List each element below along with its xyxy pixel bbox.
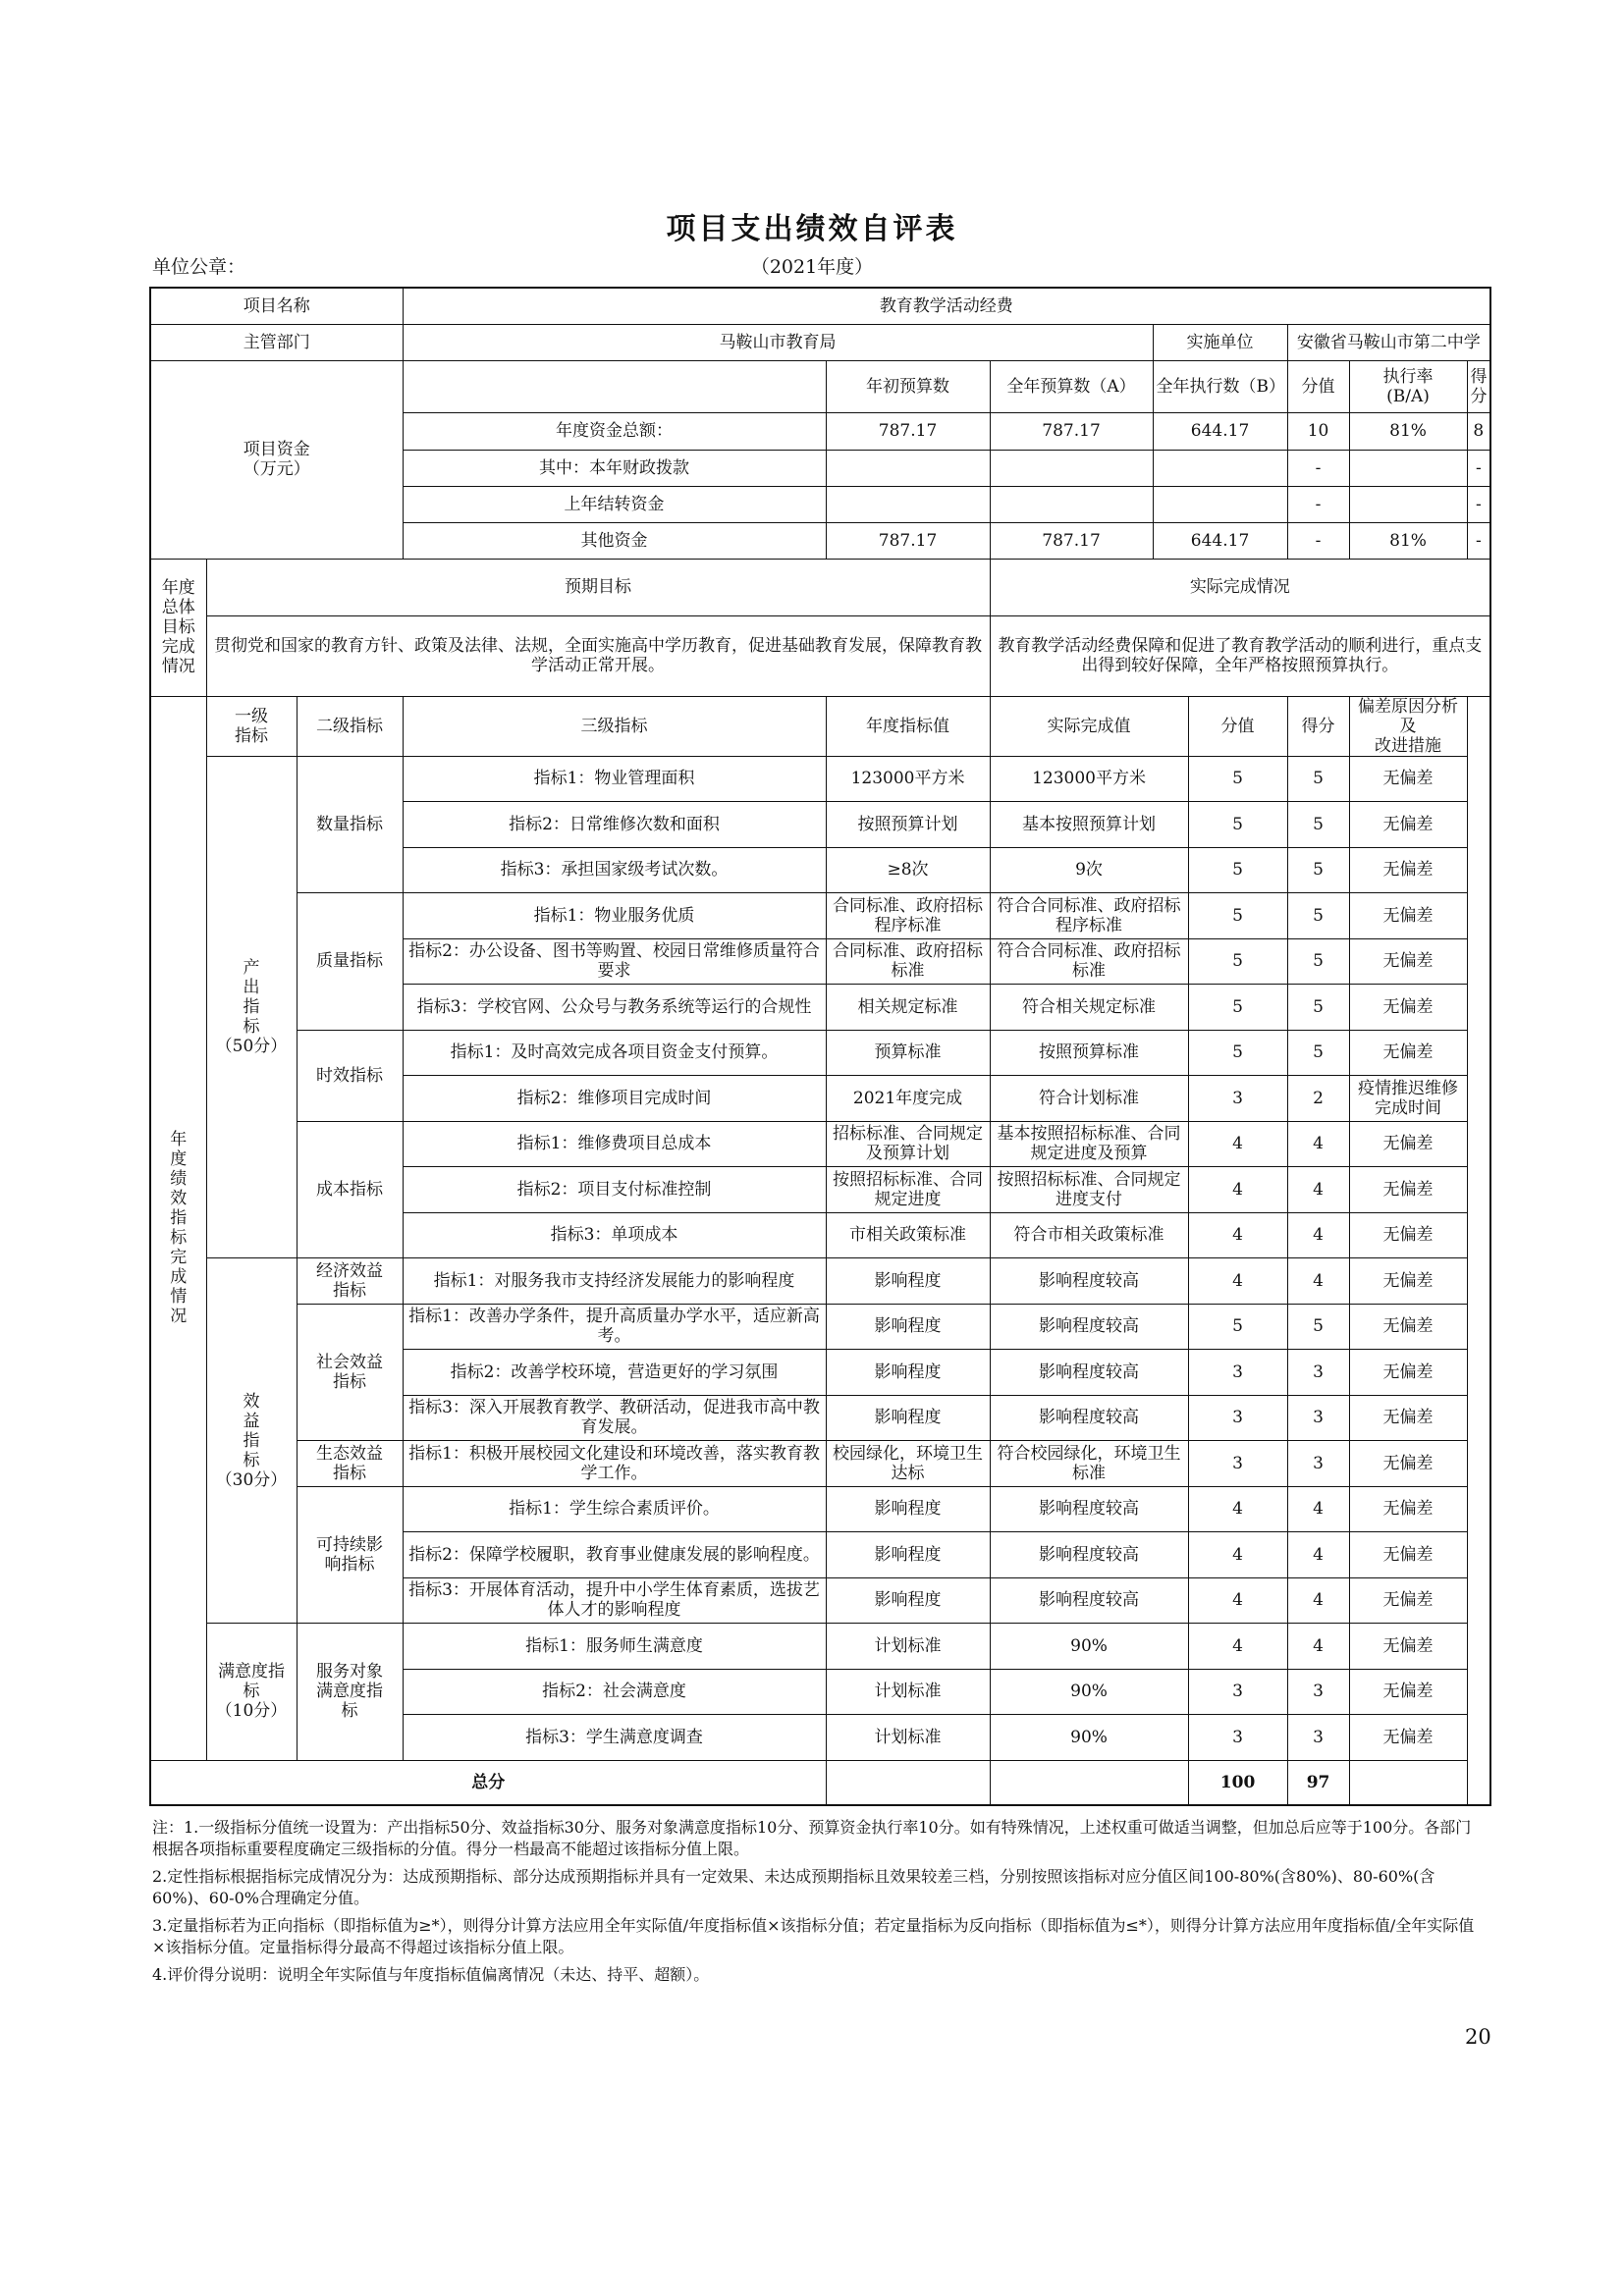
indicator-score-value: 3 bbox=[1188, 1715, 1287, 1761]
target-value: 合同标准、政府招标标准 bbox=[826, 938, 990, 985]
indicator-score: 4 bbox=[1287, 1258, 1349, 1305]
funds-row-name: 其他资金 bbox=[403, 522, 826, 559]
project-name-value: 教育教学活动经费 bbox=[403, 288, 1490, 324]
level3-indicator: 指标3：承担国家级考试次数。 bbox=[403, 847, 826, 893]
actual-value: 符合计划标准 bbox=[990, 1076, 1188, 1122]
footnote-item: 4.评价得分说明：说明全年实际值与年度指标值偏离情况（未达、持平、超额）。 bbox=[152, 1965, 710, 1984]
target-value: 校园绿化，环境卫生达标 bbox=[826, 1441, 990, 1487]
impl-value: 安徽省马鞍山市第二中学 bbox=[1287, 324, 1490, 360]
unit-seal-label: 单位公章： bbox=[152, 256, 246, 278]
total-blank bbox=[1349, 1760, 1467, 1805]
level1-indicator: 满意度指 标 （10分） bbox=[206, 1624, 297, 1761]
level3-indicator: 指标3：单项成本 bbox=[403, 1212, 826, 1258]
deviation-analysis: 无偏差 bbox=[1349, 1030, 1467, 1076]
total-label: 总分 bbox=[150, 1760, 826, 1805]
level3-indicator: 指标1：维修费项目总成本 bbox=[403, 1121, 826, 1167]
actual-value: 基本按照预算计划 bbox=[990, 802, 1188, 848]
table-row bbox=[150, 1441, 1490, 1487]
indicator-score-value: 5 bbox=[1188, 985, 1287, 1031]
table-row bbox=[150, 1258, 1490, 1305]
level1-indicator: 效 益 指 标 （30分） bbox=[206, 1258, 297, 1624]
level3-indicator: 指标2：项目支付标准控制 bbox=[403, 1167, 826, 1213]
level2-indicator: 生态效益 指标 bbox=[297, 1441, 403, 1487]
project-name-label: 项目名称 bbox=[150, 288, 403, 324]
indicator-score-value: 3 bbox=[1188, 1350, 1287, 1396]
target-value: 影响程度 bbox=[826, 1350, 990, 1396]
level3-indicator: 指标1：及时高效完成各项目资金支付预算。 bbox=[403, 1030, 826, 1076]
actual-value: 9次 bbox=[990, 847, 1188, 893]
indicator-score-value: 4 bbox=[1188, 1167, 1287, 1213]
target-value: 预算标准 bbox=[826, 1030, 990, 1076]
table-row bbox=[150, 1121, 1490, 1167]
target-value: 影响程度 bbox=[826, 1395, 990, 1441]
funds-initial bbox=[826, 486, 990, 522]
funds-score-value: - bbox=[1287, 522, 1349, 559]
target-value: 合同标准、政府招标程序标准 bbox=[826, 893, 990, 939]
funds-exec bbox=[1153, 486, 1287, 522]
funds-score: - bbox=[1467, 522, 1490, 559]
level3-indicator: 指标2：日常维修次数和面积 bbox=[403, 802, 826, 848]
indicator-score-value: 3 bbox=[1188, 1076, 1287, 1122]
indicator-score: 4 bbox=[1287, 1624, 1349, 1670]
deviation-analysis: 无偏差 bbox=[1349, 802, 1467, 848]
header-actual: 实际完成值 bbox=[990, 696, 1188, 756]
indicator-score-value: 3 bbox=[1188, 1441, 1287, 1487]
footnotes bbox=[152, 1817, 1484, 1986]
header-level3: 三级指标 bbox=[403, 696, 826, 756]
deviation-analysis: 无偏差 bbox=[1349, 938, 1467, 985]
actual-value: 影响程度较高 bbox=[990, 1486, 1188, 1532]
indicator-score-value: 4 bbox=[1188, 1121, 1287, 1167]
dept-label: 主管部门 bbox=[150, 324, 403, 360]
table-row bbox=[150, 756, 1490, 802]
funds-annual bbox=[990, 450, 1153, 486]
funds-row-name: 上年结转资金 bbox=[403, 486, 826, 522]
target-value: 计划标准 bbox=[826, 1669, 990, 1715]
goals-expected-text: 贯彻党和国家的教育方针、政策及法律、法规，全面实施高中学历教育，促进基础教育发展，保障教育教学活动正常开展。 bbox=[206, 615, 990, 696]
level3-indicator: 指标2：保障学校履职，教育事业健康发展的影响程度。 bbox=[403, 1532, 826, 1578]
total-blank bbox=[990, 1760, 1188, 1805]
indicator-score-value: 4 bbox=[1188, 1258, 1287, 1305]
indicator-score-value: 5 bbox=[1188, 756, 1287, 802]
table-row bbox=[150, 893, 1490, 939]
indicator-score-value: 4 bbox=[1188, 1486, 1287, 1532]
funds-header-annual: 全年预算数（A） bbox=[990, 360, 1153, 412]
deviation-analysis: 无偏差 bbox=[1349, 1121, 1467, 1167]
indicator-score-value: 5 bbox=[1188, 893, 1287, 939]
indicator-score: 2 bbox=[1287, 1076, 1349, 1122]
indicator-score-value: 4 bbox=[1188, 1577, 1287, 1624]
deviation-analysis: 无偏差 bbox=[1349, 1577, 1467, 1624]
level3-indicator: 指标1：物业服务优质 bbox=[403, 893, 826, 939]
level1-indicator: 产 出 指 标 （50分） bbox=[206, 756, 297, 1258]
table-row bbox=[150, 615, 1490, 696]
indicator-score-value: 4 bbox=[1188, 1532, 1287, 1578]
table-row bbox=[150, 1304, 1490, 1350]
dept-value: 马鞍山市教育局 bbox=[403, 324, 1153, 360]
level3-indicator: 指标2：改善学校环境，营造更好的学习氛围 bbox=[403, 1350, 826, 1396]
actual-value: 90% bbox=[990, 1715, 1188, 1761]
table-row bbox=[150, 360, 1490, 412]
total-value: 100 bbox=[1188, 1760, 1287, 1805]
funds-rate bbox=[1349, 486, 1467, 522]
deviation-analysis: 无偏差 bbox=[1349, 1395, 1467, 1441]
indicator-score: 5 bbox=[1287, 938, 1349, 985]
indicator-score-value: 5 bbox=[1188, 938, 1287, 985]
level3-indicator: 指标3：深入开展教育教学、教研活动，促进我市高中教育发展。 bbox=[403, 1395, 826, 1441]
deviation-analysis: 无偏差 bbox=[1349, 1715, 1467, 1761]
table-row bbox=[150, 1030, 1490, 1076]
page-title: 项目支出绩效自评表 bbox=[666, 212, 958, 246]
funds-score-value: 10 bbox=[1287, 412, 1349, 450]
indicator-score: 3 bbox=[1287, 1669, 1349, 1715]
level3-indicator: 指标1：积极开展校园文化建设和环境改善，落实教育教学工作。 bbox=[403, 1441, 826, 1487]
table-row bbox=[150, 1760, 1490, 1805]
page-number: 20 bbox=[1465, 2025, 1491, 2049]
actual-value: 基本按照招标标准、合同规定进度及预算 bbox=[990, 1121, 1188, 1167]
level3-indicator: 指标3：学校官网、公众号与教务系统等运行的合规性 bbox=[403, 985, 826, 1031]
level3-indicator: 指标1：服务师生满意度 bbox=[403, 1624, 826, 1670]
header-deviation: 偏差原因分析及 改进措施 bbox=[1349, 696, 1467, 756]
funds-initial: 787.17 bbox=[826, 412, 990, 450]
indicator-score: 4 bbox=[1287, 1486, 1349, 1532]
indicator-score: 5 bbox=[1287, 847, 1349, 893]
actual-value: 符合校园绿化，环境卫生标准 bbox=[990, 1441, 1188, 1487]
funds-header-score: 得分 bbox=[1467, 360, 1490, 412]
target-value: 计划标准 bbox=[826, 1715, 990, 1761]
header-level1: 一级 指标 bbox=[206, 696, 297, 756]
actual-value: 123000平方米 bbox=[990, 756, 1188, 802]
target-value: 按照招标标准、合同规定进度 bbox=[826, 1167, 990, 1213]
level2-indicator: 质量指标 bbox=[297, 893, 403, 1031]
funds-initial: 787.17 bbox=[826, 522, 990, 559]
target-value: 计划标准 bbox=[826, 1624, 990, 1670]
level3-indicator: 指标1：对服务我市支持经济发展能力的影响程度 bbox=[403, 1258, 826, 1305]
indicator-score: 3 bbox=[1287, 1441, 1349, 1487]
actual-value: 按照预算标准 bbox=[990, 1030, 1188, 1076]
funds-annual: 787.17 bbox=[990, 412, 1153, 450]
indicator-score: 4 bbox=[1287, 1212, 1349, 1258]
indicator-score: 5 bbox=[1287, 1304, 1349, 1350]
level3-indicator: 指标2：维修项目完成时间 bbox=[403, 1076, 826, 1122]
indicator-score-value: 5 bbox=[1188, 1030, 1287, 1076]
header-score: 得分 bbox=[1287, 696, 1349, 756]
header-target: 年度指标值 bbox=[826, 696, 990, 756]
deviation-analysis: 无偏差 bbox=[1349, 1350, 1467, 1396]
target-value: 影响程度 bbox=[826, 1258, 990, 1305]
funds-rate: 81% bbox=[1349, 412, 1467, 450]
actual-value: 符合相关规定标准 bbox=[990, 985, 1188, 1031]
indicator-score: 5 bbox=[1287, 985, 1349, 1031]
target-value: 影响程度 bbox=[826, 1304, 990, 1350]
deviation-analysis: 无偏差 bbox=[1349, 985, 1467, 1031]
deviation-analysis: 无偏差 bbox=[1349, 847, 1467, 893]
goals-actual-text: 教育教学活动经费保障和促进了教育教学活动的顺利进行，重点支出得到较好保障，全年严格按照预算执行。 bbox=[990, 615, 1490, 696]
funds-annual: 787.17 bbox=[990, 522, 1153, 559]
funds-row-name: 年度资金总额： bbox=[403, 412, 826, 450]
funds-annual bbox=[990, 486, 1153, 522]
funds-row-name: 其中：本年财政拨款 bbox=[403, 450, 826, 486]
actual-value: 影响程度较高 bbox=[990, 1350, 1188, 1396]
goals-label: 年度 总体 目标 完成 情况 bbox=[150, 559, 206, 696]
actual-value: 90% bbox=[990, 1669, 1188, 1715]
indicator-score: 5 bbox=[1287, 1030, 1349, 1076]
level3-indicator: 指标2：社会满意度 bbox=[403, 1669, 826, 1715]
level3-indicator: 指标3：开展体育活动，提升中小学生体育素质，选拔艺体人才的影响程度 bbox=[403, 1577, 826, 1624]
deviation-analysis: 无偏差 bbox=[1349, 1441, 1467, 1487]
target-value: 2021年度完成 bbox=[826, 1076, 990, 1122]
footnote-item: 3.定量指标若为正向指标（即指标值为≥*），则得分计算方法应用全年实际值/年度指标值×该指标分值；若定量指标为反向指标（即指标值为≤*），则得分计算方法应用年度指标值/全年实际值×该指标分值。定量指标得分最高不得超过该指标分值上限。 bbox=[152, 1916, 1475, 1956]
target-value: 按照预算计划 bbox=[826, 802, 990, 848]
deviation-analysis: 无偏差 bbox=[1349, 1532, 1467, 1578]
funds-score-value: - bbox=[1287, 450, 1349, 486]
deviation-analysis: 无偏差 bbox=[1349, 1212, 1467, 1258]
target-value: 影响程度 bbox=[826, 1486, 990, 1532]
header-level2: 二级指标 bbox=[297, 696, 403, 756]
table-row bbox=[150, 559, 1490, 615]
deviation-analysis: 疫情推迟维修完成时间 bbox=[1349, 1076, 1467, 1122]
level2-indicator: 服务对象 满意度指 标 bbox=[297, 1624, 403, 1761]
footnote-item: 2.定性指标根据指标完成情况分为：达成预期指标、部分达成预期指标并具有一定效果、未达成预期指标且效果较差三档，分别按照该指标对应分值区间100-80%(含80%)、80-60%(含60%)、60-0%合理确定分值。 bbox=[152, 1867, 1435, 1907]
funds-score: 8 bbox=[1467, 412, 1490, 450]
indicator-score: 4 bbox=[1287, 1121, 1349, 1167]
funds-header-rate: 执行率 (B/A) bbox=[1349, 360, 1467, 412]
deviation-analysis: 无偏差 bbox=[1349, 1669, 1467, 1715]
indicator-score-value: 4 bbox=[1188, 1212, 1287, 1258]
indicator-score-value: 3 bbox=[1188, 1395, 1287, 1441]
footnote-item: 注：1.一级指标分值统一设置为：产出指标50分、效益指标30分、服务对象满意度指标10分、预算资金执行率10分。如有特殊情况，上述权重可做适当调整，但加总后应等于100分。各部门根据各项指标重要程度确定三级指标的分值。得分一档最高不能超过该指标分值上限。 bbox=[152, 1818, 1472, 1858]
deviation-analysis: 无偏差 bbox=[1349, 1486, 1467, 1532]
target-value: 相关规定标准 bbox=[826, 985, 990, 1031]
actual-value: 符合合同标准、政府招标程序标准 bbox=[990, 893, 1188, 939]
actual-value: 影响程度较高 bbox=[990, 1258, 1188, 1305]
funds-blank-header bbox=[403, 360, 826, 412]
deviation-analysis: 无偏差 bbox=[1349, 893, 1467, 939]
total-blank bbox=[826, 1760, 990, 1805]
level3-indicator: 指标3：学生满意度调查 bbox=[403, 1715, 826, 1761]
year-label: （2021年度） bbox=[750, 256, 874, 278]
level2-indicator: 社会效益 指标 bbox=[297, 1304, 403, 1441]
funds-exec bbox=[1153, 450, 1287, 486]
level2-indicator: 可持续影 响指标 bbox=[297, 1486, 403, 1624]
deviation-analysis: 无偏差 bbox=[1349, 1258, 1467, 1305]
header-value: 分值 bbox=[1188, 696, 1287, 756]
funds-header-initial: 年初预算数 bbox=[826, 360, 990, 412]
level3-indicator: 指标1：改善办学条件，提升高质量办学水平，适应新高考。 bbox=[403, 1304, 826, 1350]
indicator-score: 3 bbox=[1287, 1715, 1349, 1761]
indicator-score-value: 5 bbox=[1188, 1304, 1287, 1350]
level3-indicator: 指标2：办公设备、图书等购置、校园日常维修质量符合要求 bbox=[403, 938, 826, 985]
indicator-score: 4 bbox=[1287, 1532, 1349, 1578]
actual-value: 影响程度较高 bbox=[990, 1577, 1188, 1624]
funds-initial bbox=[826, 450, 990, 486]
indicator-score: 4 bbox=[1287, 1167, 1349, 1213]
indicator-score: 5 bbox=[1287, 756, 1349, 802]
level2-indicator: 时效指标 bbox=[297, 1030, 403, 1121]
indicator-score-value: 5 bbox=[1188, 802, 1287, 848]
actual-value: 符合市相关政策标准 bbox=[990, 1212, 1188, 1258]
level2-indicator: 数量指标 bbox=[297, 756, 403, 893]
indicator-score: 3 bbox=[1287, 1395, 1349, 1441]
indicator-score: 5 bbox=[1287, 893, 1349, 939]
level2-indicator: 经济效益 指标 bbox=[297, 1258, 403, 1305]
deviation-analysis: 无偏差 bbox=[1349, 1167, 1467, 1213]
funds-rate bbox=[1349, 450, 1467, 486]
target-value: 招标标准、合同规定及预算计划 bbox=[826, 1121, 990, 1167]
actual-value: 按照招标标准、合同规定进度支付 bbox=[990, 1167, 1188, 1213]
deviation-analysis: 无偏差 bbox=[1349, 1304, 1467, 1350]
table-row bbox=[150, 1624, 1490, 1670]
target-value: ≥8次 bbox=[826, 847, 990, 893]
table-row bbox=[150, 288, 1490, 324]
indicator-score-value: 4 bbox=[1188, 1624, 1287, 1670]
level3-indicator: 指标1：学生综合素质评价。 bbox=[403, 1486, 826, 1532]
total-score: 97 bbox=[1287, 1760, 1349, 1805]
target-value: 影响程度 bbox=[826, 1532, 990, 1578]
funds-header-exec: 全年执行数（B） bbox=[1153, 360, 1287, 412]
funds-label: 项目资金 （万元） bbox=[150, 360, 403, 559]
table-row bbox=[150, 1486, 1490, 1532]
funds-score-value: - bbox=[1287, 486, 1349, 522]
level2-indicator: 成本指标 bbox=[297, 1121, 403, 1258]
indicator-score: 5 bbox=[1287, 802, 1349, 848]
target-value: 市相关政策标准 bbox=[826, 1212, 990, 1258]
level3-indicator: 指标1：物业管理面积 bbox=[403, 756, 826, 802]
evaluation-table bbox=[149, 287, 1491, 1806]
indicator-score-value: 3 bbox=[1188, 1669, 1287, 1715]
target-value: 影响程度 bbox=[826, 1577, 990, 1624]
funds-exec: 644.17 bbox=[1153, 412, 1287, 450]
actual-value: 符合合同标准、政府招标标准 bbox=[990, 938, 1188, 985]
funds-exec: 644.17 bbox=[1153, 522, 1287, 559]
actual-value: 影响程度较高 bbox=[990, 1532, 1188, 1578]
actual-value: 影响程度较高 bbox=[990, 1395, 1188, 1441]
indicator-score: 4 bbox=[1287, 1577, 1349, 1624]
actual-value: 影响程度较高 bbox=[990, 1304, 1188, 1350]
table-row bbox=[150, 696, 1490, 756]
target-value: 123000平方米 bbox=[826, 756, 990, 802]
impl-label: 实施单位 bbox=[1153, 324, 1287, 360]
funds-header-score-value: 分值 bbox=[1287, 360, 1349, 412]
goals-expected-header: 预期目标 bbox=[206, 559, 990, 615]
table-row bbox=[150, 324, 1490, 360]
funds-score: - bbox=[1467, 486, 1490, 522]
deviation-analysis: 无偏差 bbox=[1349, 756, 1467, 802]
indicator-score: 3 bbox=[1287, 1350, 1349, 1396]
indicator-score-value: 5 bbox=[1188, 847, 1287, 893]
funds-score: - bbox=[1467, 450, 1490, 486]
deviation-analysis: 无偏差 bbox=[1349, 1624, 1467, 1670]
goals-actual-header: 实际完成情况 bbox=[990, 559, 1490, 615]
funds-rate: 81% bbox=[1349, 522, 1467, 559]
actual-value: 90% bbox=[990, 1624, 1188, 1670]
indicators-section-label: 年 度 绩 效 指 标 完 成 情 况 bbox=[150, 696, 206, 1760]
